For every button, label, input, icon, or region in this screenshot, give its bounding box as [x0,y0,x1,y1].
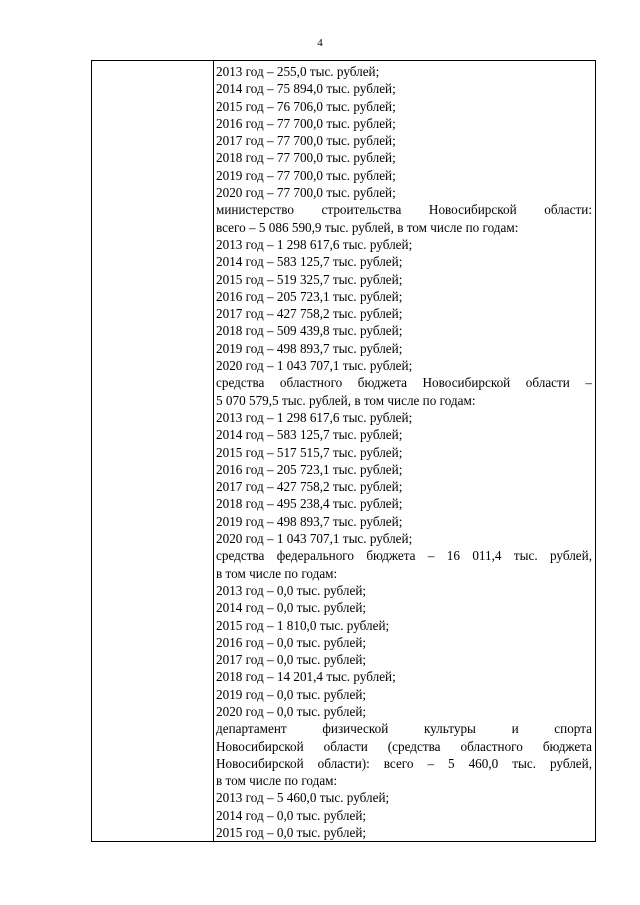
text-line: 2019 год – 498 893,7 тыс. рублей; [216,340,403,356]
text-line: в том числе по годам: [216,773,338,789]
text-line: 2013 год – 1 298 617,6 тыс. рублей; [216,409,413,425]
text-line: министерство строительства Новосибирской области: [216,202,592,218]
text-line: 2015 год – 76 706,0 тыс. рублей; [216,98,396,114]
text-line: 2016 год – 205 723,1 тыс. рублей; [216,288,403,304]
text-line: 2014 год – 0,0 тыс. рублей; [216,807,367,823]
text-line: средства областного бюджета Новосибирской области – [216,375,592,391]
text-line: 2017 год – 0,0 тыс. рублей; [216,652,367,668]
text-line: 5 070 579,5 тыс. рублей, в том числе по годам: [216,392,476,408]
table-right-cell [216,63,592,841]
text-line: Новосибирской области (средства областного бюджета [216,738,592,754]
text-line: в том числе по годам: [216,565,338,581]
text-line: 2014 год – 583 125,7 тыс. рублей; [216,427,403,443]
text-line: средства федерального бюджета – 16 011,4 тыс. рублей, [216,548,592,564]
text-line: 2014 год – 0,0 тыс. рублей; [216,600,367,616]
table-left-cell [92,61,214,841]
text-line: 2014 год – 75 894,0 тыс. рублей; [216,81,396,97]
text-line: департамент физической культуры и спорта [216,721,592,737]
text-line: 2015 год – 517 515,7 тыс. рублей; [216,444,403,460]
text-line: 2018 год – 77 700,0 тыс. рублей; [216,150,396,166]
text-line: 2019 год – 498 893,7 тыс. рублей; [216,513,403,529]
text-line: 2017 год – 77 700,0 тыс. рублей; [216,133,396,149]
text-line: 2020 год – 0,0 тыс. рублей; [216,703,367,719]
text-line: 2016 год – 0,0 тыс. рублей; [216,634,367,650]
text-line: 2014 год – 583 125,7 тыс. рублей; [216,254,403,270]
text-line: 2016 год – 205 723,1 тыс. рублей; [216,461,403,477]
page-number: 4 [317,37,323,49]
text-line: 2019 год – 0,0 тыс. рублей; [216,686,367,702]
text-line: 2019 год – 77 700,0 тыс. рублей; [216,167,396,183]
text-line: 2013 год – 0,0 тыс. рублей; [216,582,367,598]
text-line: 2015 год – 0,0 тыс. рублей; [216,825,367,841]
funding-table [91,60,596,842]
text-line: 2020 год – 1 043 707,1 тыс. рублей; [216,358,413,374]
text-line: 2018 год – 14 201,4 тыс. рублей; [216,669,396,685]
text-line: Новосибирской области): всего – 5 460,0 тыс. рублей, [216,755,592,771]
text-line: всего – 5 086 590,9 тыс. рублей, в том числе по годам: [216,219,519,235]
text-line: 2018 год – 495 238,4 тыс. рублей; [216,496,403,512]
text-line: 2017 год – 427 758,2 тыс. рублей; [216,306,403,322]
text-line: 2018 год – 509 439,8 тыс. рублей; [216,323,403,339]
text-line: 2020 год – 1 043 707,1 тыс. рублей; [216,531,413,547]
text-line: 2013 год – 1 298 617,6 тыс. рублей; [216,236,413,252]
text-line: 2013 год – 5 460,0 тыс. рублей; [216,790,390,806]
text-line: 2015 год – 519 325,7 тыс. рублей; [216,271,403,287]
text-line: 2020 год – 77 700,0 тыс. рублей; [216,185,396,201]
text-line: 2013 год – 255,0 тыс. рублей; [216,64,380,79]
text-line: 2015 год – 1 810,0 тыс. рублей; [216,617,390,633]
text-line: 2017 год – 427 758,2 тыс. рублей; [216,479,403,495]
text-line: 2016 год – 77 700,0 тыс. рублей; [216,115,396,131]
